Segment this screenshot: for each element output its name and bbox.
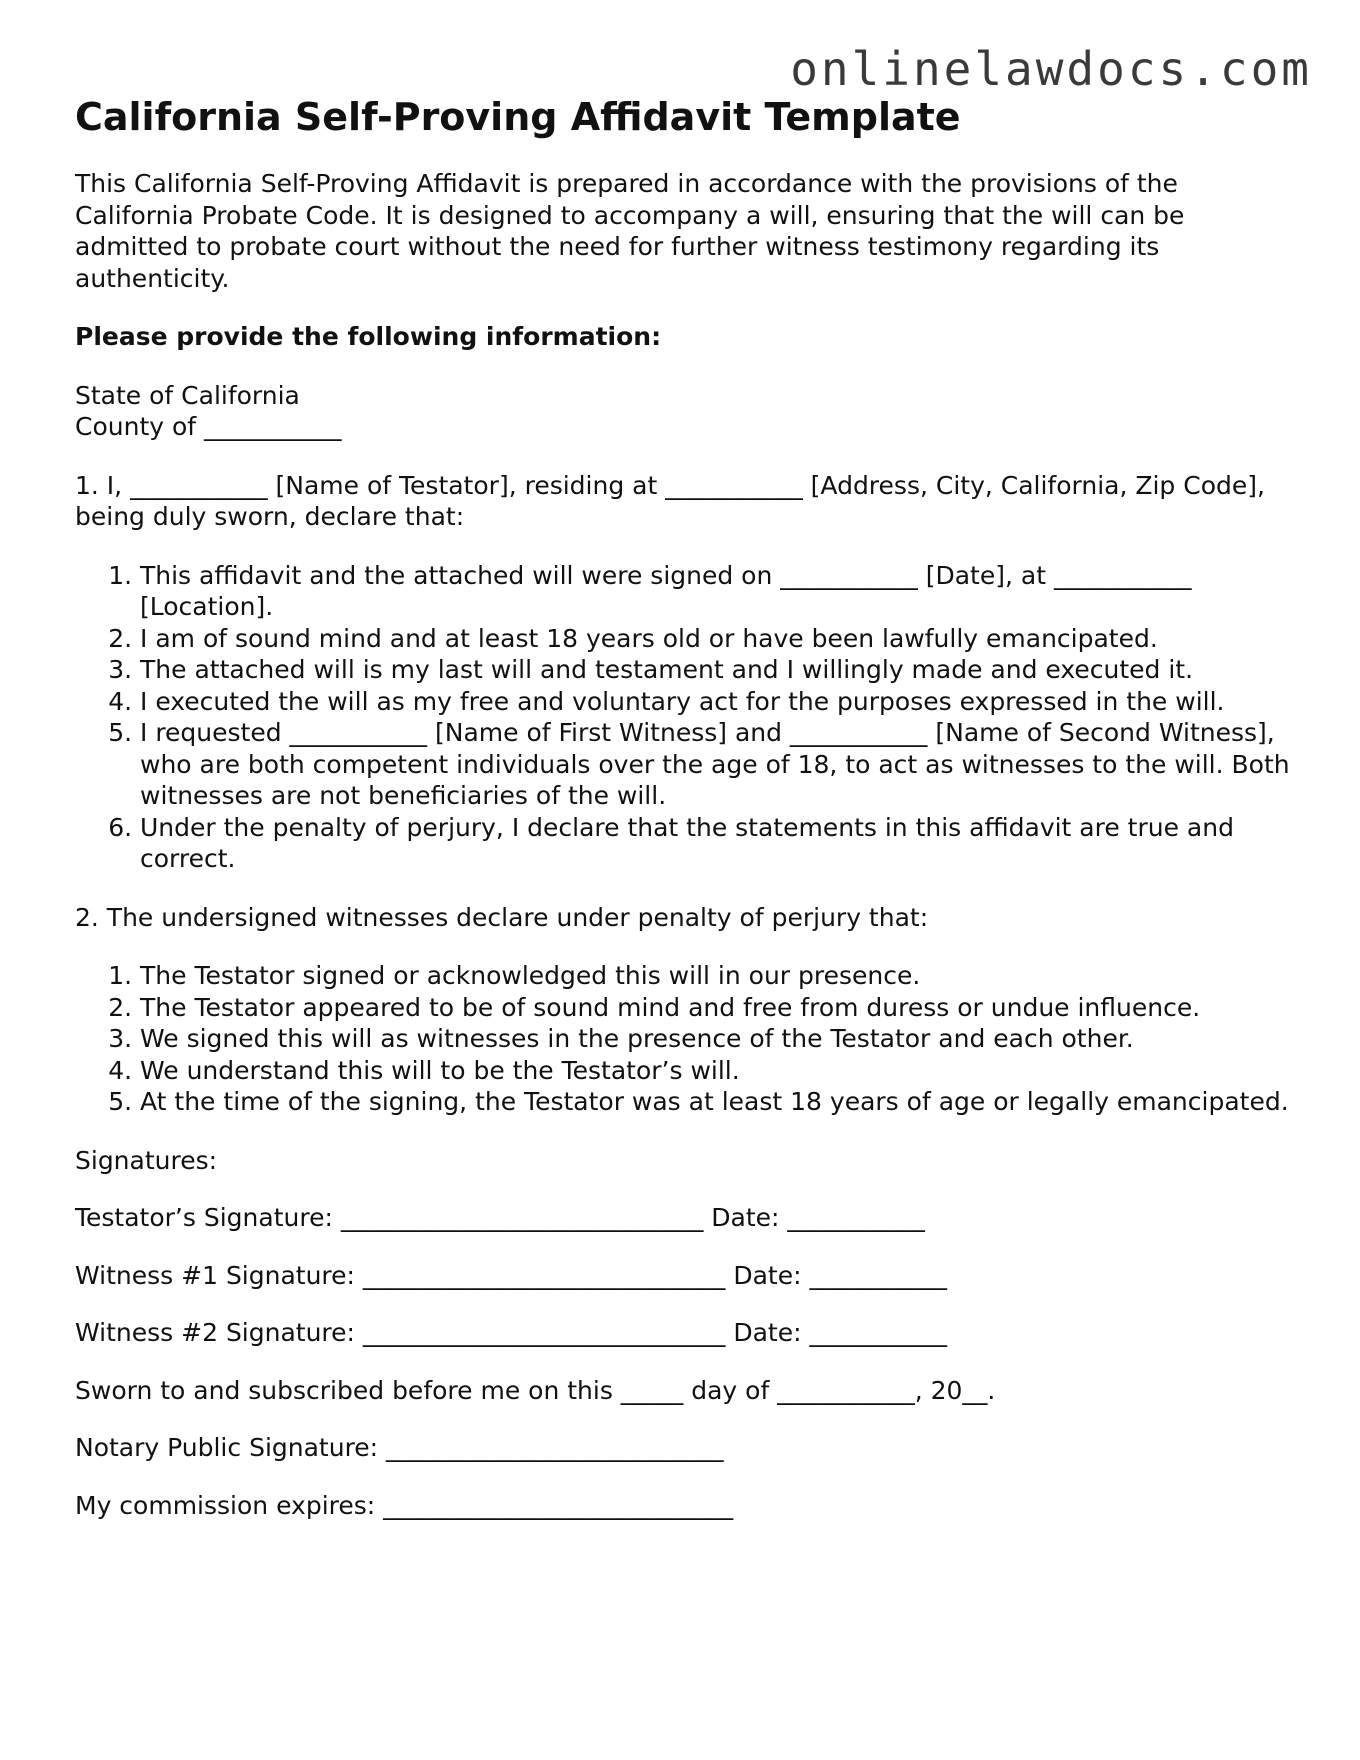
document-title: California Self-Proving Affidavit Template — [75, 95, 961, 139]
witness-2-signature-line: Witness #2 Signature: _____________________________ Date: ___________ — [75, 1318, 947, 1347]
testator-declaration-lead: 1. I, ___________ [Name of Testator], residing at ___________ [Address, City, California, Zip Code], being duly sworn, declare that: — [75, 470, 1265, 531]
signatures-heading: Signatures: — [75, 1145, 218, 1175]
list-item: 4. I executed the will as my free and voluntary act for the purposes expressed in the will. — [140, 686, 1295, 718]
list-item: 2. I am of sound mind and at least 18 years old or have been lawfully emancipated. — [140, 623, 1295, 655]
notary-signature-line: Notary Public Signature: ___________________________ — [75, 1433, 724, 1462]
list-item: 5. At the time of the signing, the Testator was at least 18 years of age or legally emancipated. — [140, 1086, 1295, 1118]
list-item: 1. This affidavit and the attached will were signed on ___________ [Date], at ___________ [Location]. — [140, 560, 1295, 623]
watermark-logo: onlinelawdocs.com — [790, 42, 1312, 96]
venue-state: State of California — [75, 380, 300, 410]
venue-block — [75, 380, 1295, 443]
witness-1-signature-line: Witness #1 Signature: _____________________________ Date: ___________ — [75, 1260, 947, 1290]
testator-signature-line: Testator’s Signature: _____________________________ Date: ___________ — [75, 1203, 925, 1232]
venue-county: County of ___________ — [75, 412, 342, 441]
list-item: 6. Under the penalty of perjury, I declare that the statements in this affidavit are true and correct. — [140, 812, 1295, 875]
list-item: 5. I requested ___________ [Name of First Witness] and ___________ [Name of Second Witness], who are both competent individuals over the age of 18, to act as witnesses to the will. Both witnesses are not beneficiaries of the will. — [140, 717, 1295, 812]
testator-declaration-list — [75, 560, 1295, 875]
document-page — [75, 92, 1295, 1521]
list-item: 3. The attached will is my last will and testament and I willingly made and executed it. — [140, 654, 1295, 686]
list-item: 2. The Testator appeared to be of sound mind and free from duress or undue influence. — [140, 992, 1295, 1024]
intro-paragraph: This California Self-Proving Affidavit is prepared in accordance with the provisions of the California Probate Code. It is designed to accompany a will, ensuring that the will can be admitted to probate court without the need for further witness testimony regarding its authenticity. — [75, 169, 1185, 293]
sworn-statement-line: Sworn to and subscribed before me on this _____ day of ___________, 20__. — [75, 1375, 996, 1405]
witness-declaration-lead: 2. The undersigned witnesses declare under penalty of perjury that: — [75, 902, 929, 932]
list-item: 3. We signed this will as witnesses in the presence of the Testator and each other. — [140, 1023, 1295, 1055]
list-item: 4. We understand this will to be the Testator’s will. — [140, 1055, 1295, 1087]
commission-expiry-line: My commission expires: ____________________________ — [75, 1490, 734, 1520]
witness-declaration-list — [75, 960, 1295, 1118]
list-item: 1. The Testator signed or acknowledged this will in our presence. — [140, 960, 1295, 992]
info-prompt: Please provide the following information: — [75, 322, 662, 351]
